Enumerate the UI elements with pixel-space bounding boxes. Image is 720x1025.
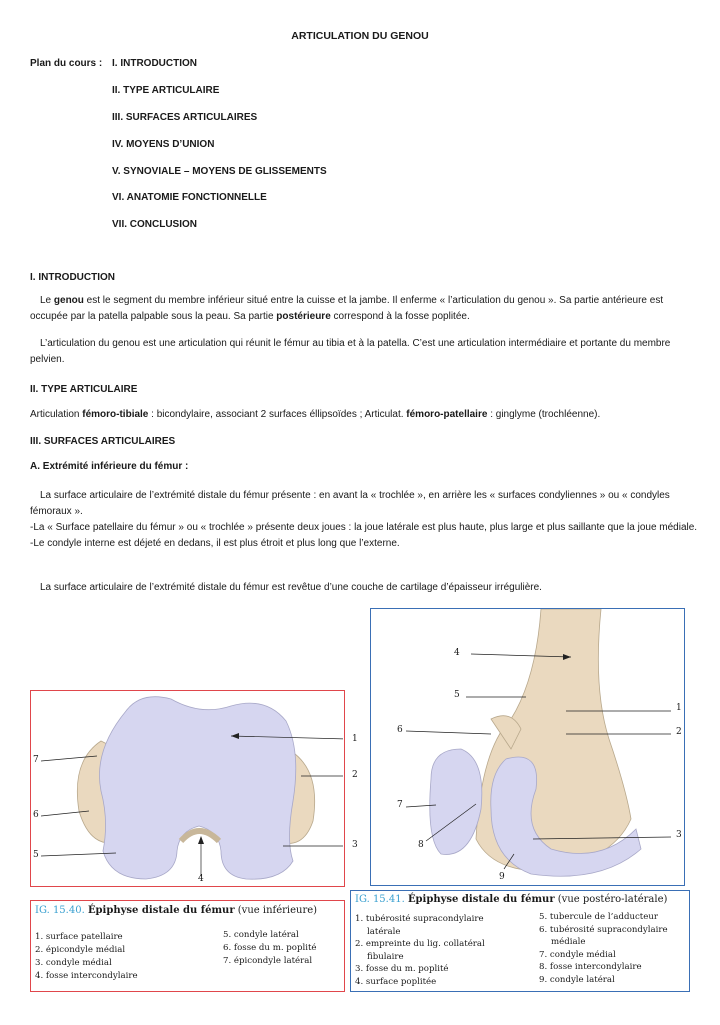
type-paragraph: Articulation fémoro-tibiale : bicondylaire, associant 2 surfaces éllipsoïdes ; Articulat. fémoro-patellaire : ginglyme (trochléenne). — [30, 409, 601, 420]
plan-item-7: VII. CONCLUSION — [112, 219, 198, 230]
fig40-label-7: 7 — [33, 755, 39, 765]
fig41-label-5: 5 — [454, 690, 460, 700]
fig40-label-6: 6 — [33, 810, 39, 820]
section-heading-surfaces: III. SURFACES ARTICULAIRES — [30, 436, 176, 447]
fig41-label-9: 9 — [499, 872, 505, 882]
figure-15-40-frame — [30, 690, 345, 887]
plan-item-6: VI. ANATOMIE FONCTIONNELLE — [112, 192, 267, 203]
subheading-femur: A. Extrémité inférieure du fémur : — [30, 461, 189, 472]
surfaces-paragraph-1: La surface articulaire de l’extrémité distale du fémur présente : en avant la « trochlée », en arrière les « surfaces condyliennes » ou « condyles fémoraux ». — [30, 490, 670, 517]
fig41-label-3: 3 — [676, 830, 682, 840]
fig40-legend-right: 5. condyle latéral 6. fosse du m. poplité 7. épicondyle latéral — [223, 930, 317, 966]
plan-item-2: II. TYPE ARTICULAIRE — [112, 85, 220, 96]
fig40-label-4: 4 — [198, 874, 204, 884]
fig41-label-7: 7 — [397, 800, 403, 810]
femur-inferior-view-illustration — [31, 691, 343, 885]
plan-label: Plan du cours : — [30, 58, 103, 69]
surfaces-paragraph-2: -La « Surface patellaire du fémur » ou « trochlée » présente deux joues : la joue latérale est plus haute, plus large et plus saillante que la joue médiale. — [30, 522, 698, 533]
figure-15-40-caption — [30, 900, 345, 992]
intro-paragraph-2: L’articulation du genou est une articulation qui réunit le fémur au tibia et à la patella. C’est une articulation intermédiaire et portante du membre pelvien. — [30, 338, 671, 365]
fig40-label-3: 3 — [352, 840, 358, 850]
fig40-caption-title: IG. 15.40. Épiphyse distale du fémur (vue inférieure) — [35, 905, 318, 916]
fig41-legend-left: 1. tubérosité supracondylaire latérale 2. empreinte du lig. collatéral fibulaire 3. fosse du m. poplité 4. surface poplitée — [355, 914, 485, 987]
fig40-label-5: 5 — [33, 850, 39, 860]
fig41-label-1: 1 — [676, 703, 682, 713]
fig41-legend-right: 5. tubercule de l’adducteur 6. tubérosité supracondylaire médiale 7. condyle médial 8. fosse intercondylaire 9. condyle latéral — [539, 912, 668, 985]
plan-item-5: V. SYNOVIALE – MOYENS DE GLISSEMENTS — [112, 166, 327, 177]
fig40-legend-left: 1. surface patellaire 2. épicondyle médial 3. condyle médial 4. fosse intercondylaire — [35, 932, 138, 981]
plan-item-1: I. INTRODUCTION — [112, 58, 197, 69]
surfaces-paragraph-4: La surface articulaire de l’extrémité distale du fémur est revêtue d’une couche de cartilage d’épaisseur irrégulière. — [40, 582, 542, 593]
section-heading-type: II. TYPE ARTICULAIRE — [30, 384, 138, 395]
fig40-label-1: 1 — [352, 734, 358, 744]
fig41-label-2: 2 — [676, 727, 682, 737]
fig41-caption-title: IG. 15.41. Épiphyse distale du fémur (vue postéro-latérale) — [355, 894, 668, 905]
fig41-label-4: 4 — [454, 648, 460, 658]
fig40-label-2: 2 — [352, 770, 358, 780]
document-title: ARTICULATION DU GENOU — [291, 30, 429, 42]
figure-15-41-caption — [350, 890, 690, 992]
intro-paragraph-1: Le genou est le segment du membre inférieur situé entre la cuisse et la jambe. Il enferme « l’articulation du genou ». Sa partie antérieure est occupée par la patella palpable sous la peau. Sa partie postérieure correspond à la fosse poplitée. — [30, 295, 664, 322]
surfaces-paragraph-3: -Le condyle interne est déjeté en dedans, il est plus étroit et plus long que l’externe. — [30, 538, 400, 549]
fig41-label-8: 8 — [418, 840, 424, 850]
plan-item-4: IV. MOYENS D’UNION — [112, 139, 215, 150]
plan-item-3: III. SURFACES ARTICULAIRES — [112, 112, 258, 123]
surfaces-paragraphs — [30, 488, 698, 552]
section-heading-introduction: I. INTRODUCTION — [30, 272, 115, 283]
fig41-label-6: 6 — [397, 725, 403, 735]
